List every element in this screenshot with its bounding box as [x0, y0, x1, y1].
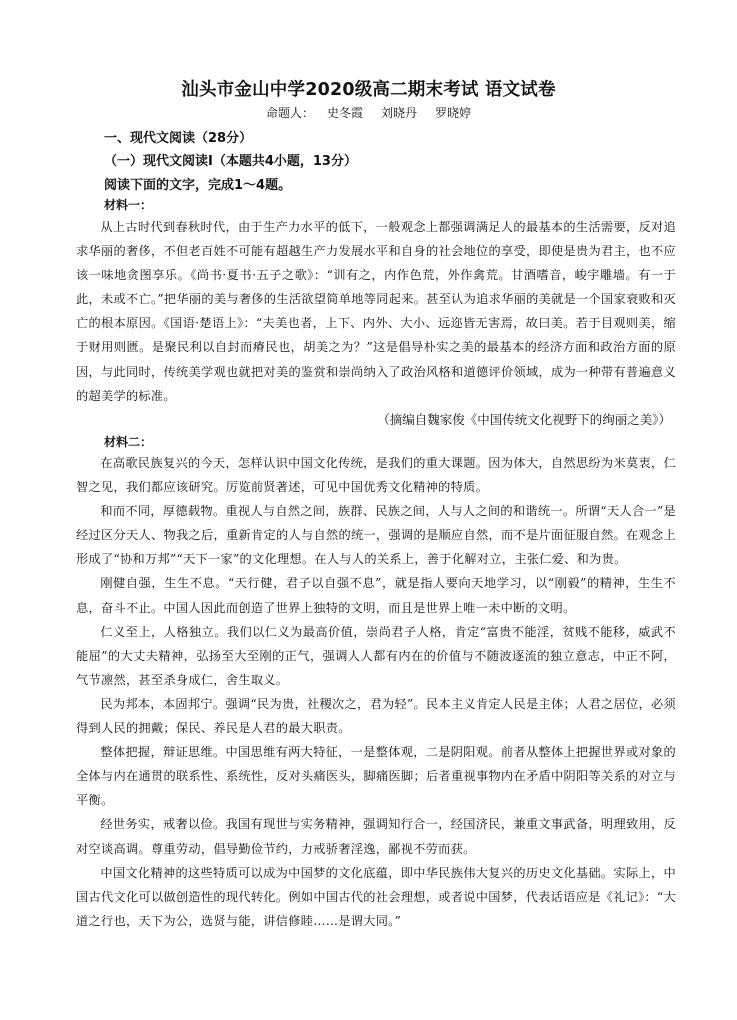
paragraph: 民为邦本，本固邦宁。强调“民为贵，社稷次之，君为轻”。民本主义肯定人民是主体；人君之居位，必须得到人民的拥戴；保民、养民是人君的最大职责。 — [76, 696, 676, 736]
paragraph: 中国文化精神的这些特质可以成为中国梦的文化底蕴，即中华民族伟大复兴的历史文化基础。实际上，中国古代文化可以做创造性的现代转化。例如中国古代的社会理想，或者说中国梦，代表话语应是《礼记》：“大道之行也，天下为公，选贤与能，讲信修睦……是谓大同。” — [76, 865, 676, 928]
authors-label: 命题人： — [265, 106, 314, 120]
paragraph: 整体把握，辩证思维。中国思维有两大特征，一是整体观，二是阴阳观。前者从整体上把握世界或对象的全体与内在通贯的联系性、系统性，反对头痛医头，脚痛医脚；后者重视事物内在矛盾中阴阳等关系的对立与平衡。 — [76, 745, 676, 808]
exam-title: 汕头市金山中学2020级高二期末考试 语文试卷 — [181, 80, 556, 100]
reading-instruction: 阅读下面的文字，完成1～4题。 — [104, 178, 292, 193]
material-1-body — [76, 215, 676, 408]
author-name: 罗晓婷 — [435, 106, 472, 120]
paragraph: 和而不同，厚德载物。重视人与自然之间，族群、民族之间，人与人之间的和谐统一。所谓“天人合一”是经过区分天人、物我之后，重新肯定的人与自然的统一，强调的是顺应自然，而不是片面征服自然。在观念上形成了“协和万邦”“天下一家”的文化理想。在人与人的关系上，善于化解对立，主张仁爱、和为贵。 — [76, 504, 676, 567]
paragraph: 在高歌民族复兴的今天，怎样认识中国文化传统，是我们的重大课题。因为体大，自然思纷为米莫衷，仁智之见，我们都应该研究。厉览前贤著述，可见中国优秀文化精神的特质。 — [76, 456, 676, 495]
material-2-body — [76, 451, 676, 933]
paragraph: 刚健自强，生生不息。“天行健，君子以自强不息”，就是指人要向天地学习，以“刚毅”的精神，生生不息，奋斗不止。中国人因此而创造了世界上独特的文明，而且是世界上唯一未中断的文明。 — [76, 576, 676, 615]
sub-section-heading: （一）现代文阅读Ⅰ（本题共4小题，13分） — [104, 154, 357, 169]
material-1-source: （摘编自魏家俊《中国传统文化视野下的绚丽之美》） — [377, 412, 671, 427]
paragraph: 从上古时代到春秋时代，由于生产力水平的低下，一般观念上都强调满足人的最基本的生活需要，反对追求华丽的奢侈，不但老百姓不可能有超越生产力发展水平和自身的社会地位的享受，即使是贵为君主，也不应该一味地贪图享乐。《尚书·夏书·五子之歌》：“训有之，内作色荒，外作禽荒。甘酒嗜音，峻宇雕墙。有一于此，未或不亡。”把华丽的美与奢侈的生活欲望简单地等同起来。甚至认为追求华丽的美就是一个国家衰败和灭亡的根本原因。《国语·楚语上》：“夫美也者，上下、内外、大小、远迩皆无害焉，故曰美。若于目观则美，缩于财用则匮。是聚民利以自封而瘠民也，胡美之为？”这是倡导朴实之美的最基本的经济方面和政治方面的原因，与此同时，传统美学观也就把对美的鉴赏和崇尚纳入了政治风格和道德评价领域，成为一种带有普遍意义的超美学的标准。 — [76, 220, 676, 403]
section-heading: 一、现代文阅读（28分） — [104, 131, 253, 146]
material-1-label: 材料一： — [104, 198, 153, 212]
author-name: 史冬霞 — [326, 106, 363, 120]
paragraph: 经世务实，戒奢以俭。我国有现世与实务精神，强调知行合一，经国济民，兼重文事武备，明理致用，反对空谈高调。尊重劳动，倡导勤俭节约，力戒骄奢淫逸，鄙视不劳而获。 — [76, 817, 676, 856]
authors-line — [0, 104, 737, 121]
author-name: 刘晓丹 — [381, 106, 418, 120]
material-2-label: 材料二： — [104, 435, 153, 449]
paragraph: 仁义至上，人格独立。我们以仁义为最高价值，崇尚君子人格，肯定“富贵不能淫，贫贱不能移，威武不能屈”的大丈夫精神，弘扬至大至刚的正气，强调人人都有内在的价值与不随波逐流的独立意志，中正不阿，气节凛然，甚至杀身成仁，舍生取义。 — [76, 624, 676, 687]
